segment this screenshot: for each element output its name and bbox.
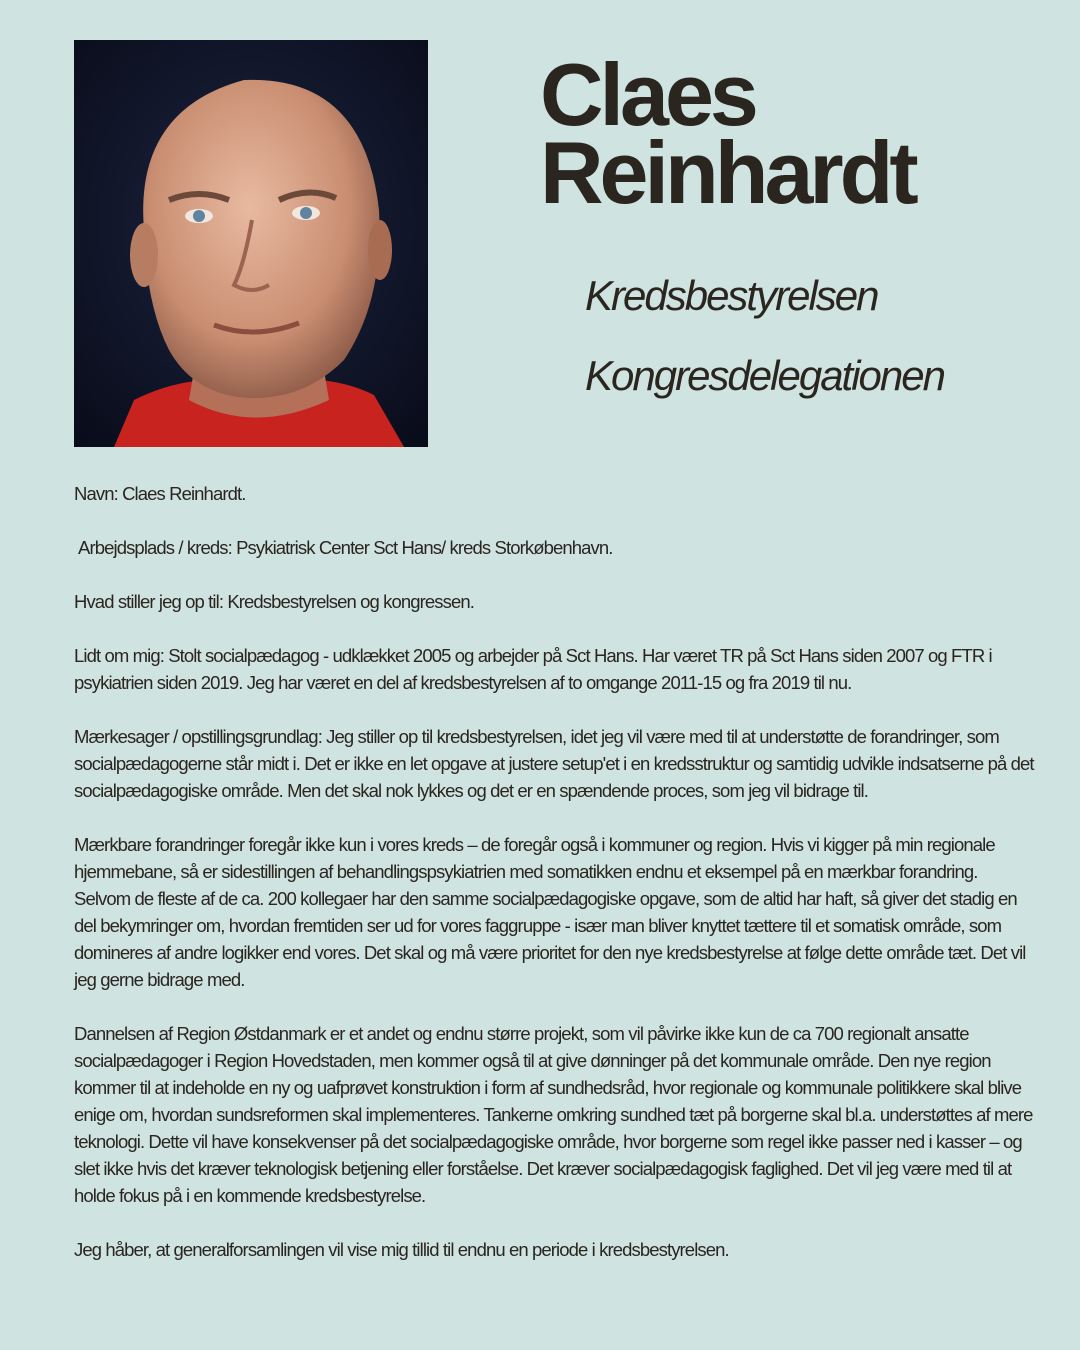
paragraph-key-issues: Mærkesager / opstillingsgrundlag: Jeg stiller op til kredsbestyrelsen, idet jeg vil være med til at understøtte de forandringer, som socialpædagogerne står midt i. Det er ikke en let opgave at justere setup'et i en kredsstruktur og samtidig udvikle indsatserne på det socialpædagogiske område. Men det skal nok lykkes og det er en spændende proces, som jeg vil bidrage til. [74,726,1034,801]
first-name: Claes [540,45,755,144]
candidate-name [540,45,915,222]
paragraph-running-for: Hvad stiller jeg op til: Kredsbestyrelsen og kongressen. [74,591,474,612]
role-kredsbestyrelsen: Kredsbestyrelsen [585,272,878,319]
paragraph-closing: Jeg håber, at generalforsamlingen vil vise mig tillid til endnu en periode i kredsbestyrelsen. [74,1239,729,1260]
candidate-statement [74,480,1036,1290]
paragraph-changes: Mærkbare forandringer foregår ikke kun i vores kreds – de foregår også i kommuner og region. Hvis vi kigger på min regionale hjemmebane, så er sidestillingen af behandlingspsykiatrien med somatikken endnu et eksempel på en mærkbar forandring. Selvom de fleste af de ca. 200 kollegaer har den samme socialpædagogiske opgave, som de altid har haft, så giver det stadig en del bekymringer om, hvordan fremtiden ser ud for vores faggruppe - især man bliver knyttet tættere til et somatisk område, som domineres af andre logikker end vores. Det skal og må være prioritet for den nye kredsbestyrelse at følge dette område tæt. Det vil jeg gerne bidrage med. [74,834,1026,990]
paragraph-workplace: Arbejdsplads / kreds: Psykiatrisk Center Sct Hans/ kreds Storkøbenhavn. [78,537,613,558]
paragraph-name: Navn: Claes Reinhardt. [74,483,246,504]
paragraph-region: Dannelsen af Region Østdanmark er et andet og endnu større projekt, som vil påvirke ikke kun de ca 700 regionalt ansatte socialpædagoger i Region Hovedstaden, men kommer også til at give dønninger på det kommunale område. Den nye region kommer til at indeholde en ny og uafprøvet konstruktion i form af sundhedsråd, hvor regionale og kommunale politikkere skal blive enige om, hvordan sundsreformen skal implementeres. Tankerne omkring sundhed tæt på borgerne skal bl.a. understøttes af mere teknologi. Dette vil have konsekvenser på det socialpædagogiske område, hvor borgerne som regel ikke passer ned i kasser – og slet ikke hvis det kræver teknologisk betjening eller forståelse. Det kræver socialpædagogisk faglighed. Det vil jeg være med til at holde fokus på i en kommende kredsbestyrelse. [74,1023,1033,1206]
portrait-photo [74,40,428,447]
last-name: Reinhardt [540,123,915,222]
role-kongresdelegationen: Kongresdelegationen [585,352,944,399]
paragraph-about-me: Lidt om mig: Stolt socialpædagog - udklækket 2005 og arbejder på Sct Hans. Har været TR på Sct Hans siden 2007 og FTR i psykiatrien siden 2019. Jeg har været en del af kredsbestyrelsen af to omgange 2011-15 og fra 2019 til nu. [74,645,992,693]
